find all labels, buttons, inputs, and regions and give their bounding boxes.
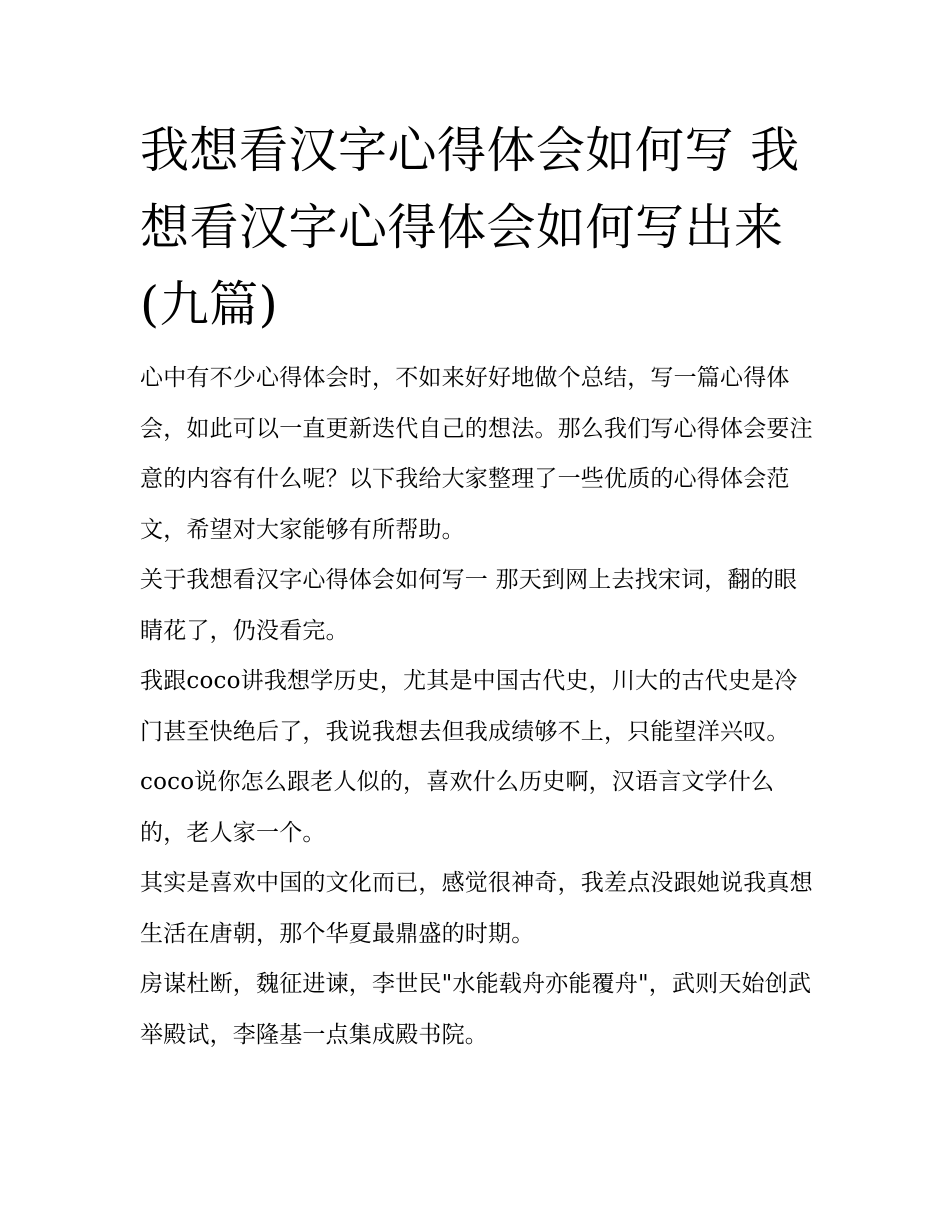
paragraph: coco说你怎么跟老人似的，喜欢什么历史啊，汉语言文学什么的，老人家一个。 [140, 769, 775, 846]
paragraph: 关于我想看汉字心得体会如何写一 那天到网上去找宋词，翻的眼睛花了，仍没看完。 [140, 567, 798, 644]
paragraph: 其实是喜欢中国的文化而已，感觉很神奇，我差点没跟她说我真想生活在唐朝，那个华夏最鼎盛的时期。 [140, 870, 813, 947]
document-body [140, 353, 820, 1060]
paragraph: 我跟coco讲我想学历史，尤其是中国古代史，川大的古代史是冷门甚至快绝后了，我说我想去但我成绩够不上，只能望洋兴叹。 [140, 668, 798, 745]
paragraph: 房谋杜断，魏征进谏，李世民"水能载舟亦能覆舟"，武则天始创武举殿试，李隆基一点集成殿书院。 [140, 971, 812, 1048]
paragraph-intro: 心中有不少心得体会时，不如来好好地做个总结，写一篇心得体会，如此可以一直更新迭代自己的想法。那么我们写心得体会要注意的内容有什么呢？以下我给大家整理了一些优质的心得体会范文，希望对大家能够有所帮助。 [140, 365, 813, 543]
document-title: 我想看汉字心得体会如何写 我想看汉字心得体会如何写出来(九篇) [140, 122, 800, 333]
